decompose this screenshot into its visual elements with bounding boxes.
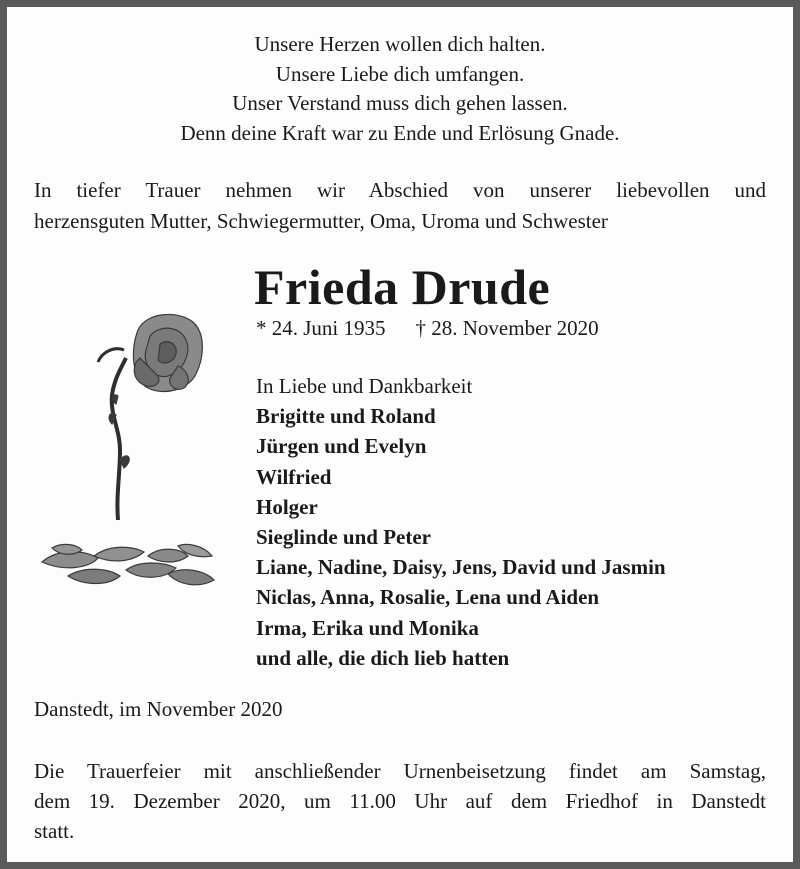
deceased-name: Frieda Drude xyxy=(254,259,551,315)
intro-line: herzensguten Mutter, Schwiegermutter, Oma, Uroma und Schwester xyxy=(34,209,608,233)
mourner-name: Niclas, Anna, Rosalie, Lena und Aiden xyxy=(256,585,600,610)
death-date: † 28. November 2020 xyxy=(415,316,599,340)
intro-line: In tiefer Trauer nehmen wir Abschied von unserer liebevollen und xyxy=(34,178,766,202)
poem-line: Denn deine Kraft war zu Ende und Erlösung Gnade. xyxy=(180,120,620,145)
ceremony-line: dem 19. Dezember 2020, um 11.00 Uhr auf dem Friedhof in Danstedt xyxy=(34,789,766,813)
mourner-name: Holger xyxy=(256,494,318,519)
mourner-name: und alle, die dich lieb hatten xyxy=(256,645,510,670)
life-dates xyxy=(256,316,599,341)
mourner-name: Jürgen und Evelyn xyxy=(256,434,427,459)
poem-line: Unsere Liebe dich umfangen. xyxy=(275,61,525,86)
intro-text xyxy=(34,175,766,237)
mourner-name: Irma, Erika und Monika xyxy=(256,615,479,640)
memorial-poem xyxy=(0,30,800,148)
poem-line: Unsere Herzen wollen dich halten. xyxy=(254,32,546,56)
mourner-name: Brigitte und Roland xyxy=(256,404,436,429)
place-date: Danstedt, im November 2020 xyxy=(34,697,283,721)
wilted-rose-image xyxy=(28,300,228,600)
mourner-name: Liane, Nadine, Daisy, Jens, David und Jasmin xyxy=(256,555,666,580)
mourner-name: Wilfried xyxy=(256,464,332,489)
mourners-heading: In Liebe und Dankbarkeit xyxy=(256,374,473,398)
mourner-name: Sieglinde und Peter xyxy=(256,525,432,550)
ceremony-line: Die Trauerfeier mit anschließender Urnenbeisetzung findet am Samstag, xyxy=(34,759,766,783)
ceremony-line: statt. xyxy=(34,819,75,843)
poem-line: Unser Verstand muss dich gehen lassen. xyxy=(232,91,568,115)
mourners-list xyxy=(256,371,666,673)
birth-date: * 24. Juni 1935 xyxy=(256,316,386,340)
ceremony-notice xyxy=(34,756,766,846)
